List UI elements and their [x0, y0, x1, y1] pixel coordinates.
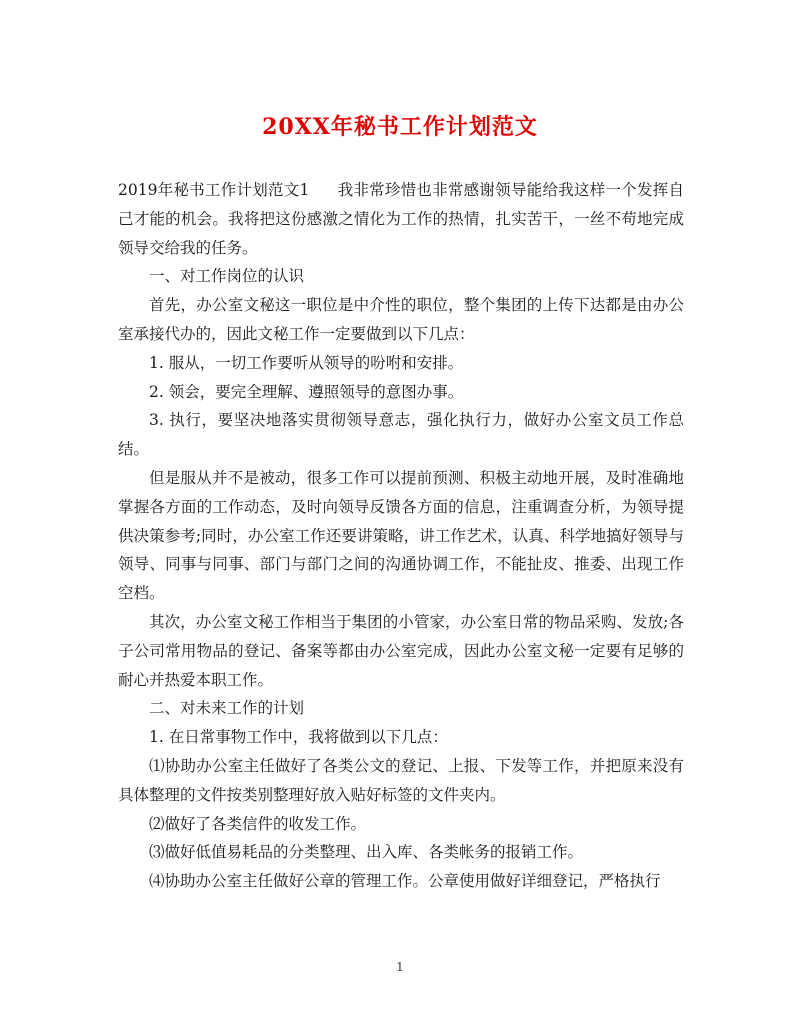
section-heading-2: 二、对未来工作的计划: [149, 699, 305, 718]
document-title: 20XX年秘书工作计划范文: [262, 114, 538, 140]
list-item: 3. 执行，要坚决地落实贯彻领导意志，强化执行力，做好办公室文员工作总结。: [118, 411, 684, 459]
list-item: ⑵做好了各类信件的收发工作。: [149, 814, 367, 833]
list-item: 2. 领会，要完全理解、遵照领导的意图办事。: [149, 382, 464, 401]
lead-text: 我非常珍惜也非常感谢领导能给我这样一个发挥自己才能的机会。我将把这份感激之情化为工作的热情，扎实苦干，一丝不苟地完成领导交给我的任务。: [118, 181, 684, 257]
list-item: ⑷协助办公室主任做好公章的管理工作。公章使用做好详细登记，严格执行: [149, 872, 661, 891]
lead-paragraph: [118, 176, 684, 262]
list-item: ⑴协助办公室主任做好了各类公文的登记、上报、下发等工作，并把原来没有具体整理的文件按类别整理好放入贴好标签的文件夹内。: [118, 756, 684, 804]
list-item: 1. 服从，一切工作要听从领导的吩咐和安排。: [149, 353, 464, 372]
body-paragraph: 首先，办公室文秘这一职位是中介性的职位，整个集团的上传下达都是由办公室承接代办的，因此文秘工作一定要做到以下几点：: [118, 296, 684, 343]
document-body: [118, 176, 684, 896]
list-item: 1. 在日常事物工作中，我将做到以下几点：: [149, 728, 448, 747]
body-paragraph: 其次，办公室文秘工作相当于集团的小管家，办公室日常的物品采购、发放;各子公司常用物品的登记、备案等都由办公室完成，因此办公室文秘一定要有足够的耐心并热爱本职工作。: [118, 612, 684, 689]
lead-label: 2019年秘书工作计划范文1: [118, 181, 310, 199]
page-number: 1: [396, 960, 404, 974]
list-item: ⑶做好低值易耗品的分类整理、出入库、各类帐务的报销工作。: [149, 843, 584, 862]
body-paragraph: 但是服从并不是被动，很多工作可以提前预测、积极主动地开展，及时准确地掌握各方面的工作动态，及时向领导反馈各方面的信息，注重调查分析，为领导提供决策参考;同时，办公室工作还要讲策略，讲工作艺术，认真、科学地搞好领导与领导、同事与同事、部门与部门之间的沟通协调工作，不能扯皮、推委、出现工作空档。: [118, 468, 684, 603]
section-heading-1: 一、对工作岗位的认识: [149, 267, 305, 286]
